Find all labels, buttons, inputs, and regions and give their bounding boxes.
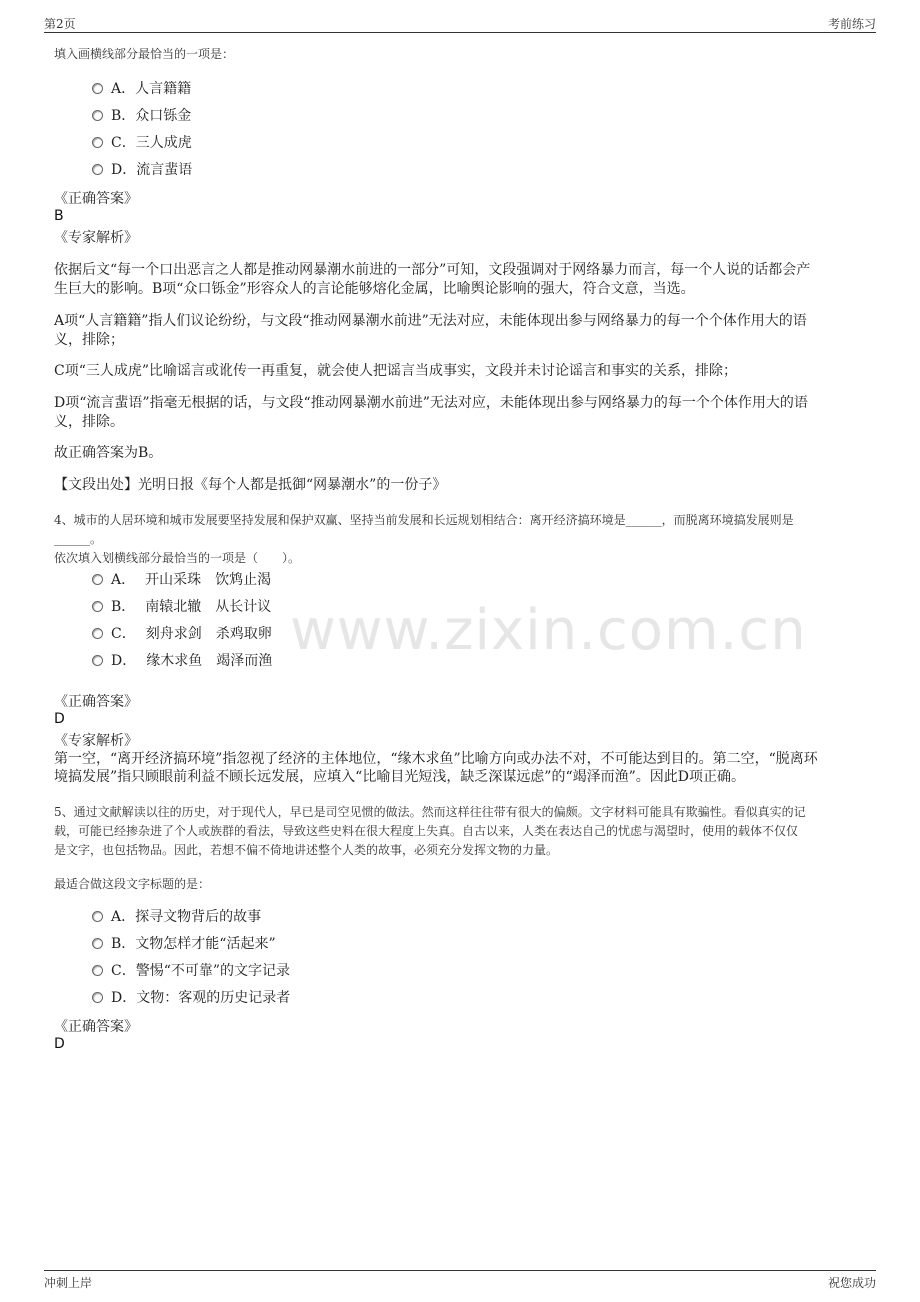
- q4-option-word1: 开山采珠: [145, 572, 202, 588]
- q5-option-a[interactable]: [92, 908, 261, 926]
- q5-question: 最适合做这段文字标题的是：: [54, 877, 211, 891]
- q3-answer-label: 《正确答案》: [54, 191, 138, 207]
- q3-analysis-line: 义，排除；: [54, 332, 124, 348]
- q3-option-c[interactable]: [92, 134, 192, 152]
- q4-answer-label: 《正确答案》: [54, 694, 138, 710]
- q4-option-b[interactable]: [92, 598, 271, 616]
- q5-option-b-label: B．文物怎样才能“活起来”: [111, 936, 276, 952]
- q3-option-a-label: A．人言籍籍: [111, 81, 192, 97]
- q4-answer: D: [54, 711, 65, 727]
- q3-analysis-line: 故正确答案为B。: [54, 445, 163, 461]
- q3-analysis-line: C项“三人成虎”比喻谣言或讹传一再重复，就会使人把谣言当成事实，文段并未讨论谣言和事实的关系，排除；: [54, 363, 738, 379]
- q4-analysis-line: 境搞发展”指只顾眼前利益不顾长远发展，应填入“比喻目光短浅，缺乏深谋远虑”的“竭泽而渔”。因此D项正确。: [54, 769, 746, 785]
- q5-answer-label: 《正确答案》: [54, 1019, 138, 1035]
- q3-option-c-label: C．三人成虎: [111, 135, 192, 151]
- q3-option-d-label: D．流言蜚语: [111, 162, 193, 178]
- q4-option-word1: 南辕北辙: [145, 599, 202, 615]
- page-footer: [44, 1270, 876, 1289]
- q5-stem-line: 载，可能已经掺杂进了个人或族群的看法，导致这些史料在很大程度上失真。自古以来，人类在表达自己的忧虑与渴望时，使用的载体不仅仅: [54, 824, 799, 838]
- q4-option-a[interactable]: [92, 571, 271, 589]
- q4-option-key: B．: [111, 599, 136, 615]
- q5-option-c-label: C．警惕“不可靠”的文字记录: [111, 963, 291, 979]
- q4-analysis-line: 第一空，“离开经济搞环境”指忽视了经济的主体地位，“缘木求鱼”比喻方向或办法不对，不可能达到目的。第二空，“脱离环: [54, 751, 818, 767]
- q4-option-key: A．: [111, 572, 136, 588]
- q5-option-a-label: A．探寻文物背后的故事: [111, 909, 262, 925]
- q3-option-b[interactable]: [92, 107, 191, 125]
- radio-icon[interactable]: [92, 655, 103, 666]
- q3-analysis-line: D项“流言蜚语”指毫无根据的话，与文段“推动网暴潮水前进”无法对应，未能体现出参与网络暴力的每一个个体作用大的语: [54, 395, 808, 411]
- q5-option-c[interactable]: [92, 962, 290, 980]
- q3-analysis-line: 生巨大的影响。B项“众口铄金”形容众人的言论能够熔化金属，比喻舆论影响的强大，符合文意，当选。: [54, 281, 695, 297]
- watermark: www.zixin.com.cn: [290, 598, 807, 663]
- footer-left-text: 冲刺上岸: [44, 1276, 93, 1290]
- header-title: 考前练习: [827, 17, 876, 31]
- radio-icon[interactable]: [92, 164, 103, 175]
- q4-option-word2: 竭泽而渔: [216, 653, 273, 669]
- q5-stem-line: 5、通过文献解读以往的历史，对于现代人，早已是司空见惯的做法。然而这样往往带有很大的偏颇。文字材料可能具有欺骗性。看似真实的记: [54, 805, 806, 819]
- footer-right-text: 祝您成功: [827, 1276, 876, 1290]
- radio-icon[interactable]: [92, 965, 103, 976]
- q4-option-key: D．: [111, 653, 137, 669]
- q4-option-word1: 刻舟求剑: [145, 626, 202, 642]
- q4-stem-cont: ______。: [54, 532, 103, 546]
- q4-option-word2: 杀鸡取卵: [215, 626, 272, 642]
- radio-icon[interactable]: [92, 601, 103, 612]
- q4-stem: 4、城市的人居环境和城市发展要坚持发展和保护双赢、坚持当前发展和长远规划相结合：离开经济搞环境是______，而脱离环境搞发展则是: [54, 513, 794, 527]
- q3-source: 【文段出处】光明日报《每个人都是抵御“网暴潮水”的一份子》: [54, 477, 447, 493]
- q5-answer: D: [54, 1036, 65, 1052]
- q4-option-word2: 从长计议: [215, 599, 272, 615]
- q3-stem: 填入画横线部分最恰当的一项是：: [54, 47, 235, 61]
- page-number: 第2页: [44, 17, 76, 31]
- q3-option-b-label: B．众口铄金: [111, 108, 192, 124]
- q5-option-d-label: D．文物：客观的历史记录者: [111, 990, 291, 1006]
- q5-stem-line: 是文字，也包括物品。因此，若想不偏不倚地讲述整个人类的故事，必须充分发挥文物的力量。: [54, 843, 559, 857]
- q4-question: 依次填入划横线部分最恰当的一项是（ ）。: [54, 551, 301, 565]
- radio-icon[interactable]: [92, 911, 103, 922]
- q4-analysis-label: 《专家解析》: [54, 733, 138, 749]
- q4-option-c[interactable]: [92, 625, 272, 643]
- page-header: [44, 14, 876, 33]
- q3-analysis-line: 依据后文“每一个口出恶言之人都是推动网暴潮水前进的一部分”可知，文段强调对于网络暴力而言，每一个人说的话都会产: [54, 262, 811, 278]
- q4-option-word1: 缘木求鱼: [146, 653, 203, 669]
- radio-icon[interactable]: [92, 628, 103, 639]
- q3-analysis-line: A项“人言籍籍”指人们议论纷纷，与文段“推动网暴潮水前进”无法对应，未能体现出参与网络暴力的每一个个体作用大的语: [54, 313, 807, 329]
- q5-option-b[interactable]: [92, 935, 276, 953]
- radio-icon[interactable]: [92, 992, 103, 1003]
- q5-option-d[interactable]: [92, 989, 290, 1007]
- radio-icon[interactable]: [92, 938, 103, 949]
- q3-analysis-label: 《专家解析》: [54, 230, 138, 246]
- q3-option-a[interactable]: [92, 80, 191, 98]
- q3-answer: B: [54, 208, 64, 224]
- q4-option-word2: 饮鸩止渴: [215, 572, 272, 588]
- q4-option-d[interactable]: [92, 652, 272, 670]
- radio-icon[interactable]: [92, 110, 103, 121]
- radio-icon[interactable]: [92, 137, 103, 148]
- q3-option-d[interactable]: [92, 161, 192, 179]
- q3-analysis-line: 义，排除。: [54, 414, 124, 430]
- radio-icon[interactable]: [92, 83, 103, 94]
- radio-icon[interactable]: [92, 574, 103, 585]
- q4-option-key: C．: [111, 626, 136, 642]
